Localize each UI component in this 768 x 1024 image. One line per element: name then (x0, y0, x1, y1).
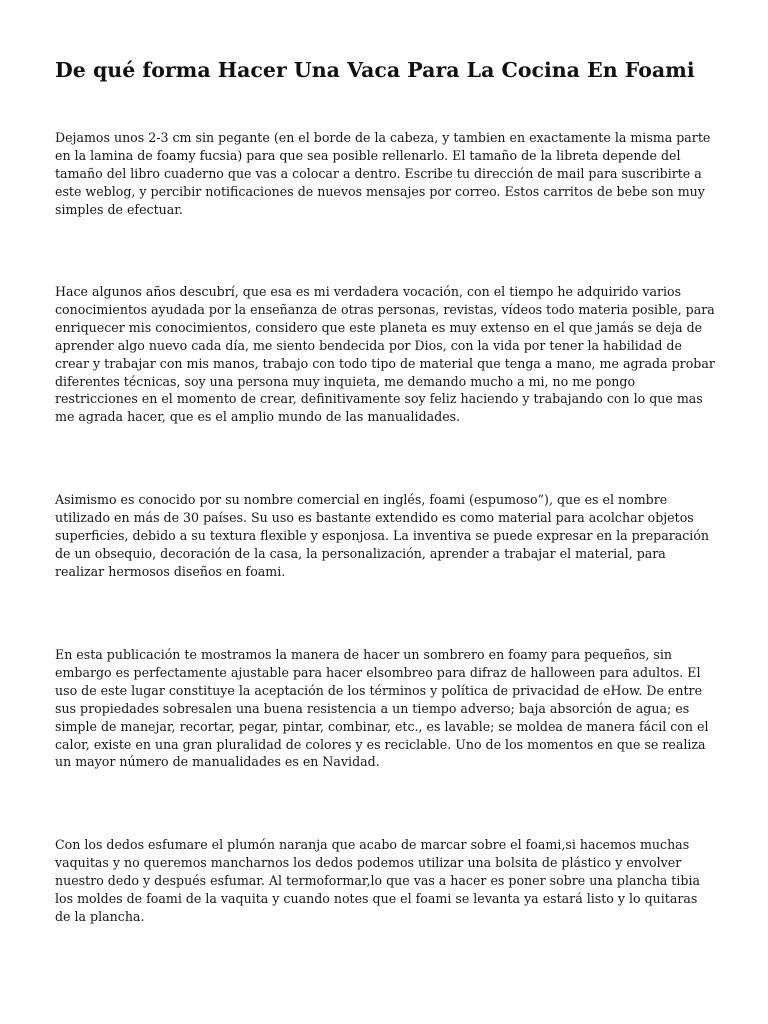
paragraph-3: Asimismo es conocido por su nombre comercial en inglés, foami (espumoso”), que es el nombre utilizado en más de 30 países. Su uso es bastante extendido es como material para acolchar objetos superficies, debido a su textura flexible y esponjosa. La inventiva se puede expresar en la preparación de un obsequio, decoración de la casa, la personalización, aprender a trabajar el material, para realizar hermosos diseños en foami. (55, 492, 710, 579)
paragraph-1: Dejamos unos 2-3 cm sin pegante (en el borde de la cabeza, y tambien en exactamente la misma parte en la lamina de foamy fucsia) para que sea posible rellenarlo. El tamaño de la libreta depende del tamaño del libro cuaderno que vas a colocar a dentro. Escribe tu dirección de mail para suscribirte a este weblog, y percibir notificaciones de nuevos mensajes por correo. Estos carritos de bebe son muy simples de efectuar. (55, 130, 711, 217)
paragraph-5: Con los dedos esfumare el plumón naranja que acabo de marcar sobre el foami,si hacemos muchas vaquitas y no queremos mancharnos los dedos podemos utilizar una bolsita de plástico y envolver nuestro dedo y después esfumar. Al termoformar,lo que vas a hacer es poner sobre una plancha tibia los moldes de foami de la vaquita y cuando notes que el foami se levanta ya estará listo y lo quitaras de la plancha. (55, 837, 700, 924)
paragraph-2: Hace algunos años descubrí, que esa es mi verdadera vocación, con el tiempo he adquirido varios conocimientos ayudada por la enseñanza de otras personas, revistas, vídeos todo materia posible, para enriquecer mis conocimientos, considero que este planeta es muy extenso en el que jamás se deja de aprender algo nuevo cada día, me siento bendecida por Dios, con la vida por tener la habilidad de crear y trabajar con mis manos, trabajo con todo tipo de material que tenga a mano, me agrada probar diferentes técnicas, soy una persona muy inquieta, me demando mucho a mi, no me pongo restricciones en el momento de crear, definitivamente soy feliz haciendo y trabajando con lo que mas me agrada hacer, que es el amplio mundo de las manualidades. (55, 284, 715, 425)
page-title: De qué forma Hacer Una Vaca Para La Cocina En Foami (55, 58, 695, 82)
paragraph-4: En esta publicación te mostramos la manera de hacer un sombrero en foamy para pequeños, sin embargo es perfectamente ajustable para hacer elsombreo para difraz de halloween para adultos. El uso de este lugar constituye la aceptación de los términos y política de privacidad de eHow. De entre sus propiedades sobresalen una buena resistencia a un tiempo adverso; baja absorción de agua; es simple de manejar, recortar, pegar, pintar, combinar, etc., es lavable; se moldea de manera fácil con el calor, existe en una gran pluralidad de colores y es reciclable. Uno de los momentos en que se realiza un mayor número de manualidades es en Navidad. (55, 647, 709, 770)
